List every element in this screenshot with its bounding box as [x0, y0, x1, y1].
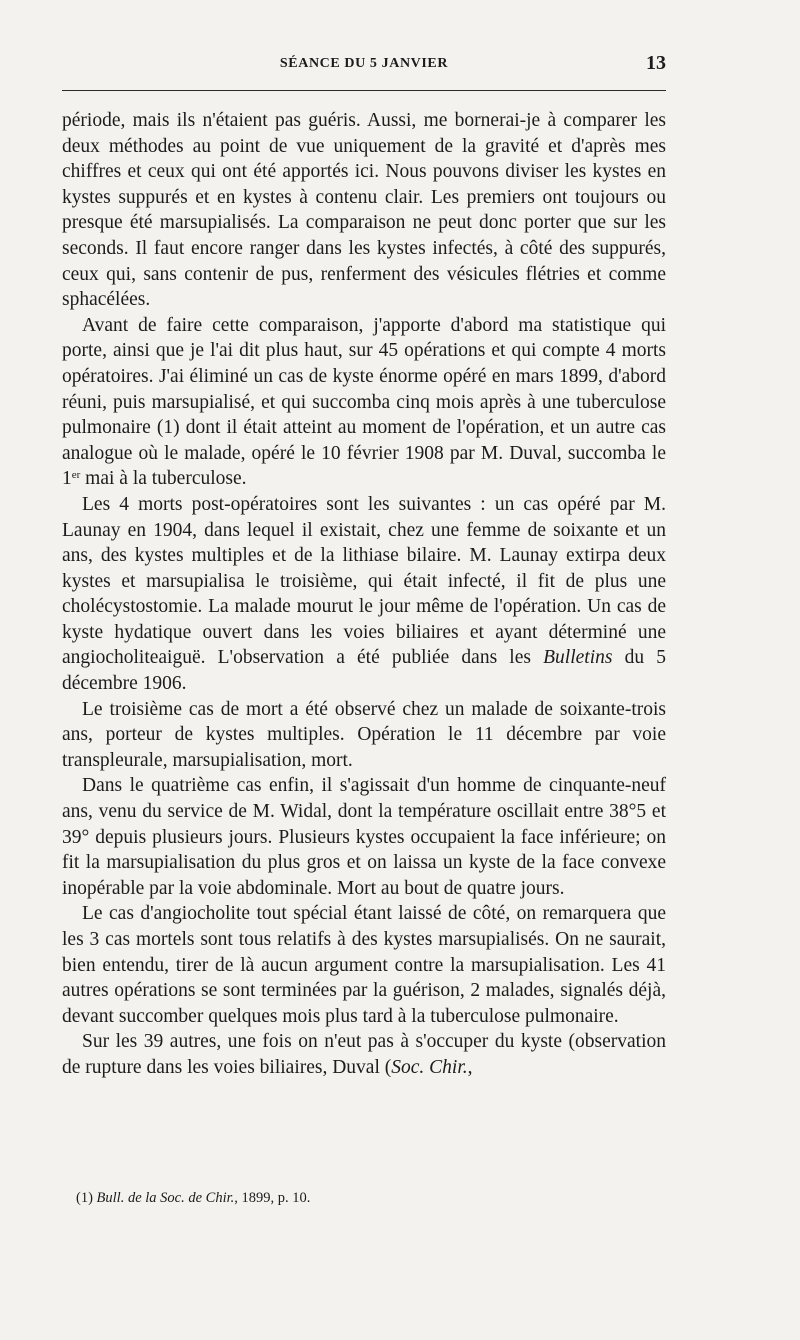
paragraph-text: Avant de faire cette comparaison, j'apporte d'abord ma statistique qui porte, ainsi que je l'ai dit plus haut, sur 45 opérations et qui compte 4 morts opératoires. J'ai éliminé un cas de kyste énorme opéré en mars 1899, d'abord réuni, puis marsupialisé, et qui succomba cinq mois après à une tuberculose pulmonaire (1) dont il était atteint au moment de l'opération, et un autre cas analogue où le malade, opéré le 10 février 1908 par M. Duval, succomba le	[62, 314, 666, 464]
paragraph-text: Le cas d'angiocholite tout spécial étant laissé de côté, on remarquera que les 3 cas mortels sont tous relatifs à des kystes marsupialisés. On ne saurait, bien entendu, tirer de là aucun argument contre la marsupialisation. Les 41 autres opérations se sont terminées par la guérison, 2 malades, signalés déjà, devant succomber quelques mois plus tard à la tuberculose pulmonaire.	[62, 903, 666, 1027]
page	[62, 0, 666, 1340]
footnote	[62, 1188, 666, 1208]
paragraph-4	[62, 697, 666, 774]
page-header	[62, 52, 666, 76]
paragraph-6	[62, 901, 666, 1029]
paragraph-text: Dans le quatrième cas enfin, il s'agissait d'un homme de cinquante-neuf ans, venu du service de M. Widal, dont la température oscillait entre 38°5 et 39° depuis plusieurs jours. Plusieurs kystes occupaient la face inférieure; on fit la marsupialisation du plus gros et on laissa un kyste de la face convexe inopérable par la voie abdominale. Mort au bout de quatre jours.	[62, 775, 666, 899]
paragraph-3	[62, 492, 666, 697]
italic-reference: Bulletins	[543, 647, 613, 669]
paragraph-7	[62, 1029, 666, 1080]
paragraph-1	[62, 108, 666, 313]
running-title: SÉANCE DU 5 JANVIER	[279, 56, 449, 71]
paragraph-text-number: 1	[62, 468, 72, 490]
paragraph-text-end: mai à la tuberculose.	[80, 468, 247, 490]
paragraph-text-end: du 5 décembre 1906.	[62, 647, 667, 695]
header-rule	[62, 90, 666, 91]
footnote-source: Bull. de la Soc. de Chir.	[96, 1190, 235, 1206]
body-text	[62, 108, 666, 1081]
paragraph-text: période, mais ils n'étaient pas guéris. Aussi, me bornerai-je à comparer les deux méthodes au point de vue uniquement de la gravité et d'après mes chiffres et ceux qui ont été apportés ici. Nous pouvons diviser les kystes en kystes suppurés et en kystes à contenu clair. Les premiers ont toujours ou presque été marsupialisés. La comparaison ne peut donc porter que sur les seconds. Il faut encore ranger dans les kystes infectés, à côté des suppurés, ceux qui, sans contenir de pus, renferment des vésicules flétries et comme sphacélées.	[62, 110, 666, 311]
paragraph-text: Les 4 morts post-opératoires sont les suivantes : un cas opéré par M. Launay en 1904, dans lequel il existait, chez une femme de soixante et un ans, des kystes multiples et de la lithiase bilaire. M. Launay extirpa deux kystes et marsupialisa le troisième, qui était infecté, il fit de plus une cholécystostomie. La malade mourut le jour même de l'opération. Un cas de kyste hydatique ouvert dans les voies biliaires et ayant déterminé une angiocholiteaiguë. L'observation a été publiée dans les	[62, 493, 666, 669]
paragraph-text: Sur les 39 autres, une fois on n'eut pas à s'occuper du kyste (observation de rupture dans les voies biliaires, Duval (	[62, 1031, 666, 1078]
italic-reference: Soc. Chir.	[391, 1056, 468, 1078]
paragraph-2	[62, 313, 666, 492]
footnote-marker: (1)	[76, 1190, 93, 1206]
superscript: er	[71, 469, 81, 482]
paragraph-text: Le troisième cas de mort a été observé chez un malade de soixante-trois ans, porteur de kystes multiples. Opération le 11 décembre par voie transpleurale, marsupialisation, mort.	[62, 698, 666, 771]
page-number: 13	[646, 52, 666, 74]
paragraph-text-end: ,	[467, 1056, 473, 1078]
paragraph-5	[62, 773, 666, 901]
footnote-details: , 1899, p. 10.	[234, 1190, 311, 1206]
